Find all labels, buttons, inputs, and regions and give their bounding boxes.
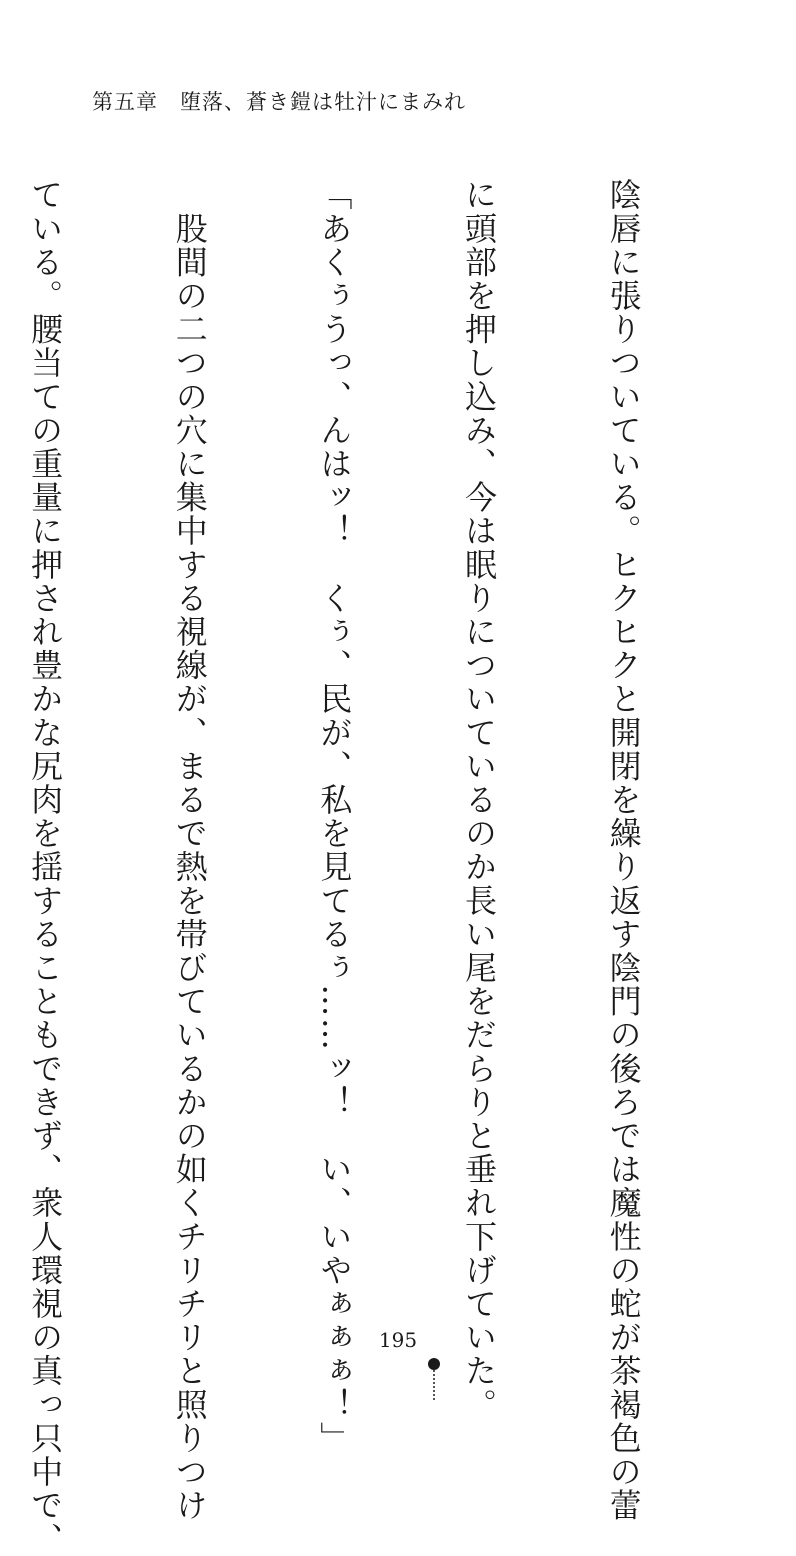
text-line: 「あくぅうっ、んはッ！ くぅ、民が、私を見てるぅ……ッ！ い、いやぁぁぁ！」	[315, 178, 354, 1455]
text-line: に頭部を押し込み、今は眠りについているのか長い尾をだらりと垂れ下げていた。	[459, 178, 498, 1422]
text-line: 股間の二つの穴に集中する視線が、まるで熱を帯びているかの如くチリチリと照りつけ	[170, 178, 209, 1522]
bookmark-bead-icon	[428, 1358, 440, 1370]
page-number: 195	[378, 1328, 418, 1352]
running-head: 第五章 堕落、蒼き鎧は牡汁にまみれ	[92, 90, 466, 114]
bookmark-thread	[433, 1370, 435, 1400]
text-line: ている。腰当ての重量に押され豊かな尻肉を揺することもできず、衆人環視の真っ只中で、	[26, 178, 65, 1556]
text-line: 陰唇に張りついている。ヒクヒクと開閉を繰り返す陰門の後ろでは魔性の蛇が茶褐色の蕾	[604, 178, 643, 1522]
